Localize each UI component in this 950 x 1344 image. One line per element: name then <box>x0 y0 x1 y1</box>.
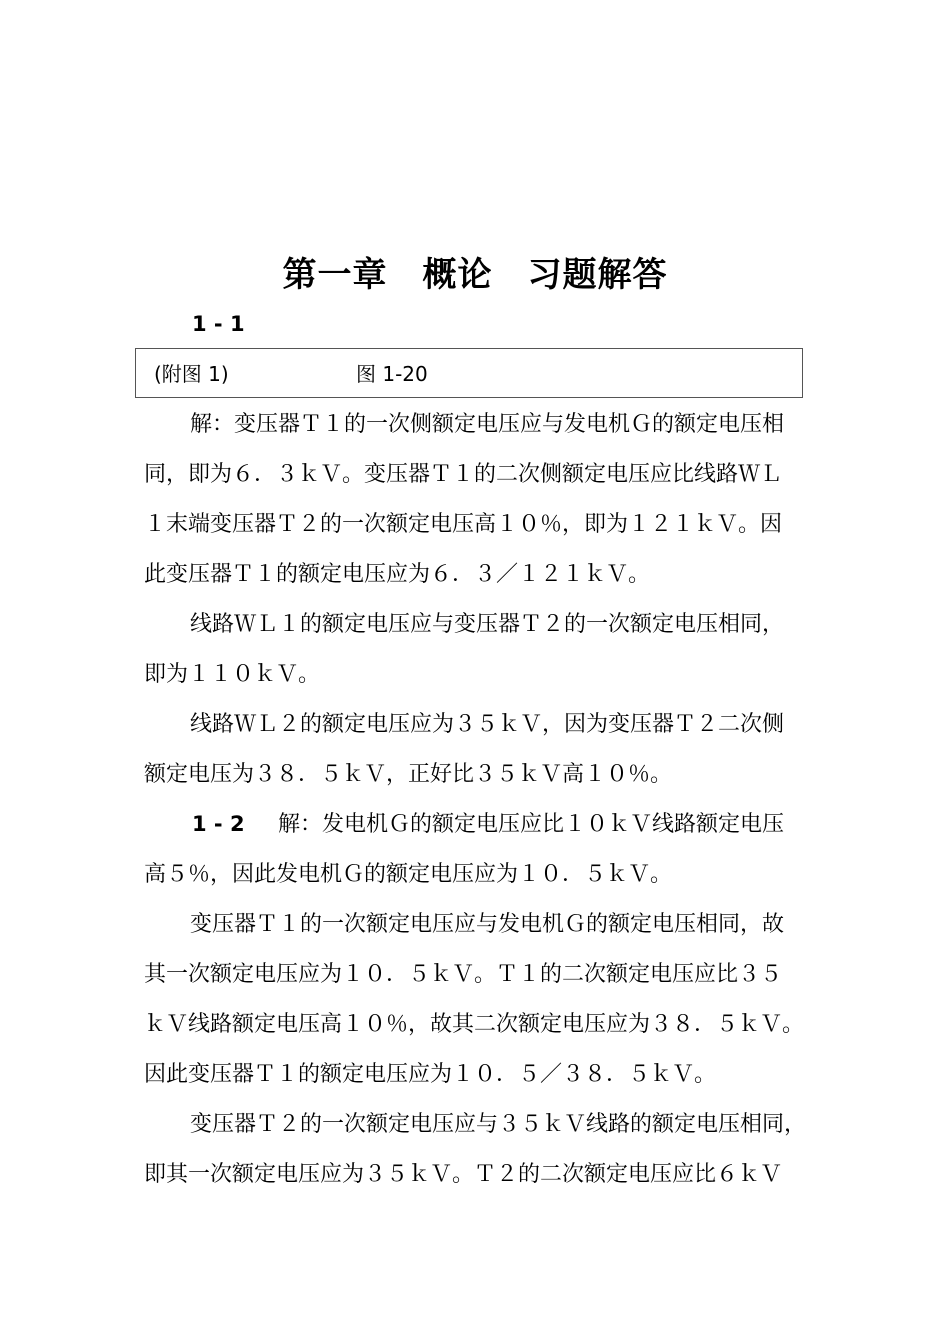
paragraph-line: ｋＶ线路额定电压高１０％，故其二次额定电压应为３８．５ｋＶ。 <box>144 1012 805 1037</box>
paragraph-line: 解：变压器Ｔ１的一次侧额定电压应与发电机Ｇ的额定电压相 <box>190 412 785 437</box>
paragraph-line: 即其一次额定电压应为３５ｋＶ。Ｔ２的二次额定电压应比６ｋＶ <box>144 1162 783 1187</box>
paragraph-line: 高５％，因此发电机Ｇ的额定电压应为１０．５ｋＶ。 <box>144 862 673 887</box>
paragraph-line: 变压器Ｔ１的一次额定电压应与发电机Ｇ的额定电压相同，故 <box>190 912 785 937</box>
paragraph-line: 此变压器Ｔ１的额定电压应为６．３／１２１ｋＶ。 <box>144 562 651 587</box>
paragraph-line: 变压器Ｔ２的一次额定电压应与３５ｋＶ线路的额定电压相同， <box>190 1112 807 1137</box>
paragraph-line: 同，即为６．３ｋＶ。变压器Ｔ１的二次侧额定电压应比线路ＷＬ <box>144 462 783 487</box>
figure-placeholder <box>135 348 803 398</box>
figure-caption-number: 图 1-20 <box>356 362 428 386</box>
paragraph-line: 线路ＷＬ２的额定电压应为３５ｋＶ，因为变压器Ｔ２二次侧 <box>190 712 785 737</box>
paragraph-line: 即为１１０ｋＶ。 <box>144 662 321 687</box>
problem-number-1-1: 1 - 1 <box>192 312 245 336</box>
paragraph-line: 线路ＷＬ１的额定电压应与变压器Ｔ２的一次额定电压相同， <box>190 612 785 637</box>
problem-number-1-2: 1 - 2 <box>192 812 245 836</box>
paragraph-line: 解：发电机Ｇ的额定电压应比１０ｋＶ线路额定电压 <box>278 812 785 837</box>
paragraph-line: 其一次额定电压应为１０．５ｋＶ。Ｔ１的二次额定电压应比３５ <box>144 962 783 987</box>
figure-caption-appendix: (附图 1) <box>154 362 229 386</box>
paragraph-line: 额定电压为３８．５ｋＶ，正好比３５ｋＶ高１０％。 <box>144 762 673 787</box>
paragraph-line: １末端变压器Ｔ２的一次额定电压高１０％，即为１２１ｋＶ。因 <box>144 512 783 537</box>
paragraph-line: 因此变压器Ｔ１的额定电压应为１０．５／３８．５ｋＶ。 <box>144 1062 717 1087</box>
chapter-title: 第一章 概论 习题解答 <box>282 255 668 295</box>
